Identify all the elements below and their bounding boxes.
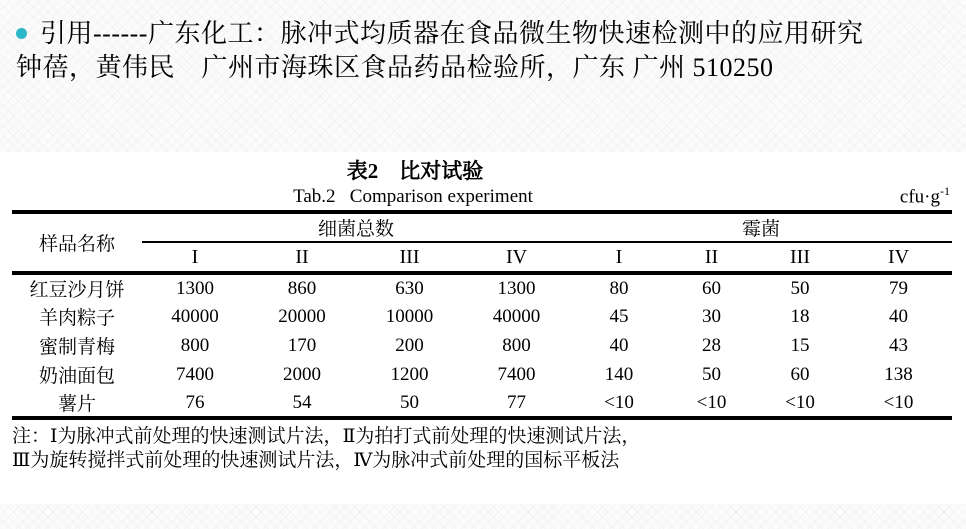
row-label: 蜜制青梅: [38, 337, 115, 358]
row-label: 薯片: [57, 394, 96, 415]
cell: 30: [702, 305, 722, 327]
citation: [16, 17, 954, 85]
cell: 76: [185, 391, 205, 413]
cell: 18: [790, 305, 810, 327]
cell: 54: [292, 391, 312, 413]
cell: 140: [604, 363, 634, 385]
cell: 77: [507, 391, 526, 413]
cell: 40000: [171, 305, 219, 327]
row-label: 羊肉粽子: [38, 308, 115, 329]
table-row: [12, 331, 952, 360]
cell: 79: [889, 277, 909, 299]
cell: 2000: [283, 363, 321, 385]
cell: 1200: [390, 363, 429, 385]
cell: 200: [395, 334, 424, 356]
header-subcol: II: [668, 242, 755, 273]
cell: 7400: [497, 363, 536, 385]
header-group-row: [12, 212, 952, 242]
cell: 860: [287, 277, 317, 299]
comparison-table: [12, 210, 952, 420]
bullet-dot-icon: [16, 28, 27, 39]
table-row: [12, 273, 952, 302]
table-row: [12, 302, 952, 331]
cell: 40: [889, 305, 909, 327]
table-notes: [12, 425, 966, 473]
cell: 10000: [385, 305, 434, 327]
cell: 170: [287, 334, 317, 356]
unit-label: [900, 178, 950, 210]
header-sample-name: 样品名称: [12, 212, 142, 273]
cell: 800: [502, 334, 531, 356]
cell: 15: [790, 334, 810, 356]
cell: 40000: [492, 305, 541, 327]
cell: 28: [702, 334, 722, 356]
table-title-row: [0, 184, 966, 210]
cell: 20000: [278, 305, 326, 327]
cell: 138: [884, 363, 913, 385]
cell: 43: [889, 334, 909, 356]
cell: 60: [702, 277, 722, 299]
cell: 1300: [497, 277, 536, 299]
note-line-1: 注：Ⅰ为脉冲式前处理的快速测试片法，Ⅱ为拍打式前处理的快速测试片法，: [12, 426, 641, 447]
cell: 800: [180, 334, 210, 356]
cell: 630: [395, 277, 424, 299]
table-row: [12, 389, 952, 418]
table-section: [0, 152, 966, 473]
cell: <10: [604, 391, 634, 413]
cell: 45: [609, 305, 629, 327]
header-subcol-row: [12, 242, 952, 273]
cell: 50: [400, 391, 419, 413]
cell: <10: [696, 391, 727, 413]
citation-line-2: 钟蓓，黄伟民 广州市海珠区食品药品检验所，广东 广州 510250: [16, 53, 774, 82]
cell: 50: [790, 277, 810, 299]
citation-line-1-text: 引用------广东化工：脉冲式均质器在食品微生物快速检测中的应用研究: [40, 19, 864, 48]
header-subcol: II: [248, 242, 356, 273]
unit-base: cfu·g: [899, 186, 940, 207]
header-subcol: III: [755, 242, 845, 273]
unit-exponent: -1: [940, 183, 950, 198]
header-subcol: I: [570, 242, 668, 273]
header-group-mold: 霉菌: [570, 212, 952, 242]
header-subcol: I: [142, 242, 248, 273]
table-row: [12, 360, 952, 389]
note-line-2: Ⅲ为旋转搅拌式前处理的快速测试片法，Ⅳ为脉冲式前处理的国标平板法: [12, 450, 620, 471]
header-subcol: IV: [845, 242, 952, 273]
cell: 7400: [176, 363, 214, 385]
table-title-cn: 表2 比对试验: [346, 159, 484, 183]
header-subcol: III: [356, 242, 463, 273]
cell: 1300: [176, 277, 214, 299]
row-label: 红豆沙月饼: [29, 280, 125, 301]
cell: 40: [609, 334, 629, 356]
cell: 50: [702, 363, 722, 385]
cell: 60: [790, 363, 810, 385]
cell: <10: [785, 391, 815, 413]
header-group-bacteria: 细菌总数: [142, 212, 570, 242]
header-subcol: IV: [463, 242, 570, 273]
citation-line-1: [16, 17, 954, 51]
cell: 80: [609, 277, 629, 299]
table-title-en: Tab.2 Comparison experiment: [293, 186, 533, 207]
row-label: 奶油面包: [38, 366, 115, 387]
cell: <10: [883, 391, 914, 413]
